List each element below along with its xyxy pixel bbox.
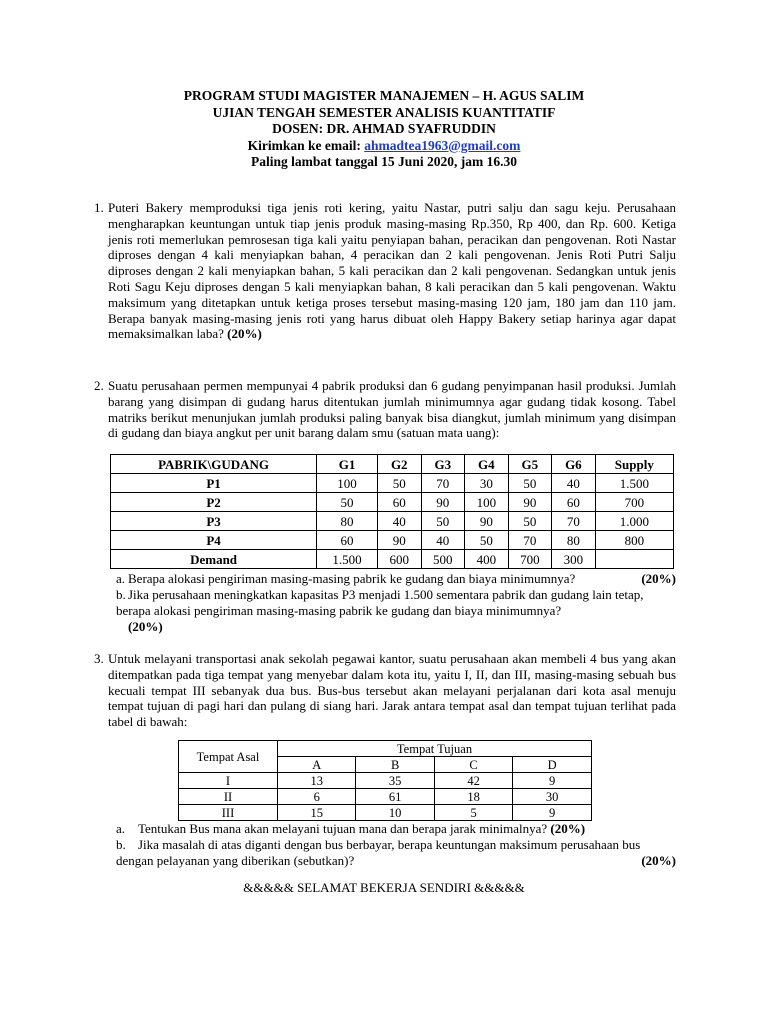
- table-cell: 60: [552, 493, 596, 512]
- sub-text: Jika perusahaan meningkatkan kapasitas P3 menjadi 1.500 sementara pabrik dan gudang lain tetap, berapa alokasi pengiriman masing-masing pabrik ke gudang dan biaya minimumnya?: [116, 587, 644, 618]
- table-cell: P2: [111, 493, 317, 512]
- email-line: [0, 138, 768, 155]
- table-row: [179, 805, 592, 821]
- table-cell: P4: [111, 531, 317, 550]
- table-cell: 50: [317, 493, 378, 512]
- table-header-cell: G1: [317, 455, 378, 474]
- table-cell: 40: [552, 474, 596, 493]
- table-row: [111, 493, 674, 512]
- table-cell: 50: [465, 531, 509, 550]
- table-header-cell: Supply: [595, 455, 673, 474]
- table-cell: 30: [513, 789, 592, 805]
- question-number: 1.: [94, 200, 104, 215]
- closing-message: &&&&& SELAMAT BEKERJA SENDIRI &&&&&: [243, 880, 525, 895]
- table-header-cell: G3: [421, 455, 465, 474]
- question-number: 3.: [94, 651, 104, 666]
- table-cell: 80: [317, 512, 378, 531]
- table-header-row: [179, 741, 592, 757]
- table-cell: 1.000: [595, 512, 673, 531]
- table-header-cell: A: [278, 757, 356, 773]
- table-cell: 300: [552, 550, 596, 569]
- table-cell: 90: [465, 512, 509, 531]
- table-header-cell: G5: [508, 455, 552, 474]
- table-row: [111, 531, 674, 550]
- sub-text: Tentukan Bus mana akan melayani tujuan mana dan berapa jarak minimalnya?: [138, 821, 548, 836]
- table-cell: 42: [434, 773, 512, 789]
- table-row: [111, 512, 674, 531]
- table-cell: 9: [513, 773, 592, 789]
- sub-label: b.: [116, 837, 126, 852]
- table-cell: 6: [278, 789, 356, 805]
- table-header-cell: G4: [465, 455, 509, 474]
- question-3a: [116, 821, 676, 837]
- program-title: PROGRAM STUDI MAGISTER MANAJEMEN – H. AGUS SALIM: [183, 88, 585, 103]
- table-cell: 60: [317, 531, 378, 550]
- table-cell: P3: [111, 512, 317, 531]
- table-header-row: [111, 455, 674, 474]
- table-cell: 10: [356, 805, 434, 821]
- table-cell: 80: [552, 531, 596, 550]
- table-header-cell: G2: [377, 455, 421, 474]
- table-cell: 70: [508, 531, 552, 550]
- table-cell: 50: [508, 474, 552, 493]
- sub-label: a.: [116, 571, 126, 586]
- table-cell: 700: [508, 550, 552, 569]
- table-cell: 50: [421, 512, 465, 531]
- table-cell: 40: [421, 531, 465, 550]
- question-points: (20%): [641, 852, 676, 868]
- question-3-text: Untuk melayani transportasi anak sekolah pegawai kantor, suatu perusahaan akan membeli 4 bus yang akan ditempatkan pada tiga tempat yang menyebar dalam kota itu, yaitu I, II, dan III, masing-masing sebuah bus kecuali tempat III sebanyak dua bus. Bus-bus tersebut akan melayani perjalanan dari kota asal menuju tempat tujuan di pagi hari dan pulang di siang hari. Jarak antara tempat asal dan tempat tujuan terlihat pada tabel di bawah:: [108, 651, 676, 730]
- table-cell: 61: [356, 789, 434, 805]
- question-2: [94, 378, 676, 441]
- table-cell: 600: [377, 550, 421, 569]
- exam-header: [0, 88, 768, 171]
- distance-table: [178, 740, 592, 821]
- table-cell: 50: [377, 474, 421, 493]
- table-cell: 5: [434, 805, 512, 821]
- sub-text: Jika masalah di atas diganti dengan bus berbayar, berapa keuntungan maksimum perusahaan bus dengan pelayanan yang diberikan (sebutkan)?: [116, 837, 641, 868]
- table-row: [111, 474, 674, 493]
- destination-header: Tempat Tujuan: [278, 741, 592, 757]
- table-cell: III: [179, 805, 278, 821]
- table-row: [179, 773, 592, 789]
- table-cell: 500: [421, 550, 465, 569]
- table-cell: 13: [278, 773, 356, 789]
- factory-warehouse-table: [110, 454, 674, 569]
- question-points: (20%): [128, 618, 163, 634]
- deadline: Paling lambat tanggal 15 Juni 2020, jam 16.30: [251, 154, 517, 169]
- table-cell: 18: [434, 789, 512, 805]
- table-cell: II: [179, 789, 278, 805]
- question-points: (20%): [227, 326, 262, 342]
- sub-label: b.: [116, 587, 126, 602]
- table-cell: 400: [465, 550, 509, 569]
- table-header-cell: B: [356, 757, 434, 773]
- table-cell: 800: [595, 531, 673, 550]
- table-cell: 35: [356, 773, 434, 789]
- table-cell: 90: [421, 493, 465, 512]
- question-3: [94, 651, 676, 730]
- table-cell: 100: [317, 474, 378, 493]
- question-2b: [116, 587, 676, 634]
- table-header-cell: D: [513, 757, 592, 773]
- question-2-text: Suatu perusahaan permen mempunyai 4 pabrik produksi dan 6 gudang penyimpanan hasil produksi. Jumlah barang yang disimpan di gudang harus ditentukan jumlah minimumnya agar gudang tidak kosong. Tabel matriks berikut menunjukan jumlah produksi paling banyak bisa diangkut, jumlah minimum yang disimpan di gudang dan biaya angkut per unit barang dalam smu (satuan mata uang):: [108, 378, 676, 441]
- table-cell: 50: [508, 512, 552, 531]
- table-header-cell: PABRIK\GUDANG: [111, 455, 317, 474]
- table-row: [179, 789, 592, 805]
- table-cell: 90: [508, 493, 552, 512]
- question-3b: [116, 837, 676, 869]
- table-cell: Demand: [111, 550, 317, 569]
- table-cell: I: [179, 773, 278, 789]
- question-1-text: Puteri Bakery memproduksi tiga jenis roti kering, yaitu Nastar, putri salju dan sagu keju. Perusahaan mengharapkan keuntungan untuk tiap jenis produk masing-masing Rp.350, Rp 400, dan Rp. 600. Ketiga jenis roti memerlukan pemrosesan tiga kali yaitu penyiapan bahan, peracikan dan pengovenan. Roti Nastar diproses dengan 4 kali menyiapkan bahan, 4 peracikan dan 2 kali pengovenan. Jenis Roti Putri Salju diproses dengan 2 kali menyiapkan bahan, 5 kali peracikan dan 2 kali pengovenan. Sedangkan untuk jenis Roti Sagu Keju diproses dengan 5 kali menyiapkan bahan, 8 kali peracikan dan 5 kali pengovenan. Waktu maksimum yang ditetapkan untuk ketiga proses tersebut masing-masing 120 jam, 180 jam dan 110 jam. Berapa banyak masing-masing jenis roti yang harus dibuat oleh Happy Bakery setiap harinya agar dapat memaksimalkan laba?: [108, 200, 676, 342]
- table-cell: 60: [377, 493, 421, 512]
- table-row: [111, 550, 674, 569]
- question-points: (20%): [641, 571, 676, 586]
- table-cell: 15: [278, 805, 356, 821]
- table-cell: 90: [377, 531, 421, 550]
- table-header-cell: G6: [552, 455, 596, 474]
- email-link[interactable]: ahmadtea1963@gmail.com: [364, 137, 521, 153]
- origin-header: Tempat Asal: [179, 741, 278, 773]
- table-cell: 700: [595, 493, 673, 512]
- exam-title: UJIAN TENGAH SEMESTER ANALISIS KUANTITATIF: [212, 104, 556, 120]
- question-1: [94, 200, 676, 342]
- lecturer-name: DOSEN: DR. AHMAD SYAFRUDDIN: [272, 121, 496, 136]
- email-label: Kirimkan ke email:: [247, 137, 365, 153]
- table-cell: 70: [421, 474, 465, 493]
- table-cell: 1.500: [317, 550, 378, 569]
- table-cell: 40: [377, 512, 421, 531]
- table-cell: 70: [552, 512, 596, 531]
- table-cell: 9: [513, 805, 592, 821]
- question-points: (20%): [550, 821, 586, 836]
- sub-label: a.: [116, 821, 126, 836]
- question-text: [108, 200, 676, 342]
- question-2a: [116, 571, 676, 587]
- table-cell: 1.500: [595, 474, 673, 493]
- table-cell: P1: [111, 474, 317, 493]
- sub-text: Berapa alokasi pengiriman masing-masing pabrik ke gudang dan biaya minimumnya?: [128, 571, 576, 586]
- table-header-cell: C: [434, 757, 512, 773]
- question-number: 2.: [94, 378, 104, 393]
- table-cell: [595, 550, 673, 569]
- table-cell: 30: [465, 474, 509, 493]
- table-cell: 100: [465, 493, 509, 512]
